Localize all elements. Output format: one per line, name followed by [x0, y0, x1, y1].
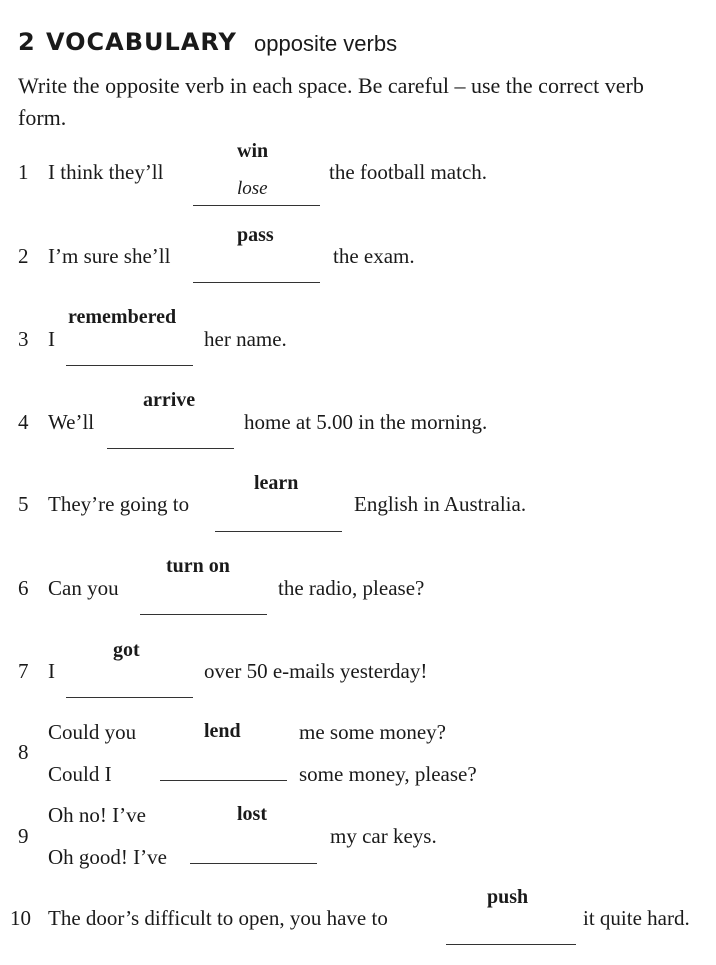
item-text-before: The door’s difficult to open, you have to	[48, 906, 388, 930]
answer-text: lose	[237, 178, 268, 199]
given-verb: remembered	[68, 306, 177, 328]
item-text-after: over 50 e-mails yesterday!	[204, 659, 428, 683]
item-text-line1-before: Oh no! I’ve	[48, 803, 146, 827]
exercise-number: 2	[18, 28, 36, 56]
section-subtitle: opposite verbs	[254, 31, 398, 56]
item-text-line2-after: some money, please?	[299, 762, 477, 786]
item-number: 2	[18, 244, 29, 268]
item-text-after: English in Australia.	[354, 492, 527, 516]
answer-blank[interactable]	[193, 205, 320, 206]
given-verb: push	[487, 886, 529, 908]
item-text-after: it quite hard.	[583, 906, 690, 930]
given-verb: turn on	[166, 555, 230, 577]
item-text-after: her name.	[204, 327, 287, 351]
item-number: 7	[18, 659, 29, 683]
given-verb: arrive	[143, 389, 196, 411]
item-number: 1	[18, 160, 29, 184]
item-text-after: the radio, please?	[278, 576, 425, 600]
answer-blank[interactable]	[107, 448, 234, 449]
answer-blank[interactable]	[190, 863, 317, 864]
instructions: Write the opposite verb in each space. Be careful – use the correct verb form.	[18, 73, 644, 130]
item-number: 4	[18, 410, 29, 434]
item-text-before: I’m sure she’ll	[48, 244, 171, 268]
given-verb: pass	[237, 224, 274, 246]
item-number: 9	[18, 824, 29, 848]
answer-blank[interactable]	[66, 697, 193, 698]
item-number: 8	[18, 740, 29, 764]
item-text-before: I	[48, 327, 55, 351]
item-text-line2-before: Could I	[48, 762, 112, 786]
item-text-after: the football match.	[329, 160, 488, 184]
given-verb: lend	[204, 720, 241, 742]
given-verb: win	[237, 140, 269, 162]
section-title: VOCABULARY	[46, 28, 237, 56]
given-verb: lost	[237, 803, 267, 825]
answer-blank[interactable]	[193, 282, 320, 283]
item-text-line1-after: me some money?	[299, 720, 446, 744]
item-number: 3	[18, 327, 29, 351]
given-verb: learn	[254, 472, 299, 494]
item-text-before: We’ll	[48, 410, 95, 434]
item-text-line2-before: Oh good! I’ve	[48, 845, 167, 869]
item-text-before: I	[48, 659, 55, 683]
item-number: 6	[18, 576, 29, 600]
given-verb: got	[113, 639, 140, 661]
item-number: 10	[10, 906, 31, 930]
answer-blank[interactable]	[160, 780, 287, 781]
answer-blank[interactable]	[215, 531, 342, 532]
item-text-after: my car keys.	[330, 824, 437, 848]
item-text-after: home at 5.00 in the morning.	[244, 410, 488, 434]
item-text-before: Can you	[48, 576, 119, 600]
item-text-before: They’re going to	[48, 492, 190, 516]
item-text-line1-before: Could you	[48, 720, 137, 744]
answer-blank[interactable]	[446, 944, 576, 945]
item-text-before: I think they’ll	[48, 160, 164, 184]
answer-blank[interactable]	[66, 365, 193, 366]
item-number: 5	[18, 492, 29, 516]
answer-blank[interactable]	[140, 614, 267, 615]
item-text-after: the exam.	[333, 244, 415, 268]
